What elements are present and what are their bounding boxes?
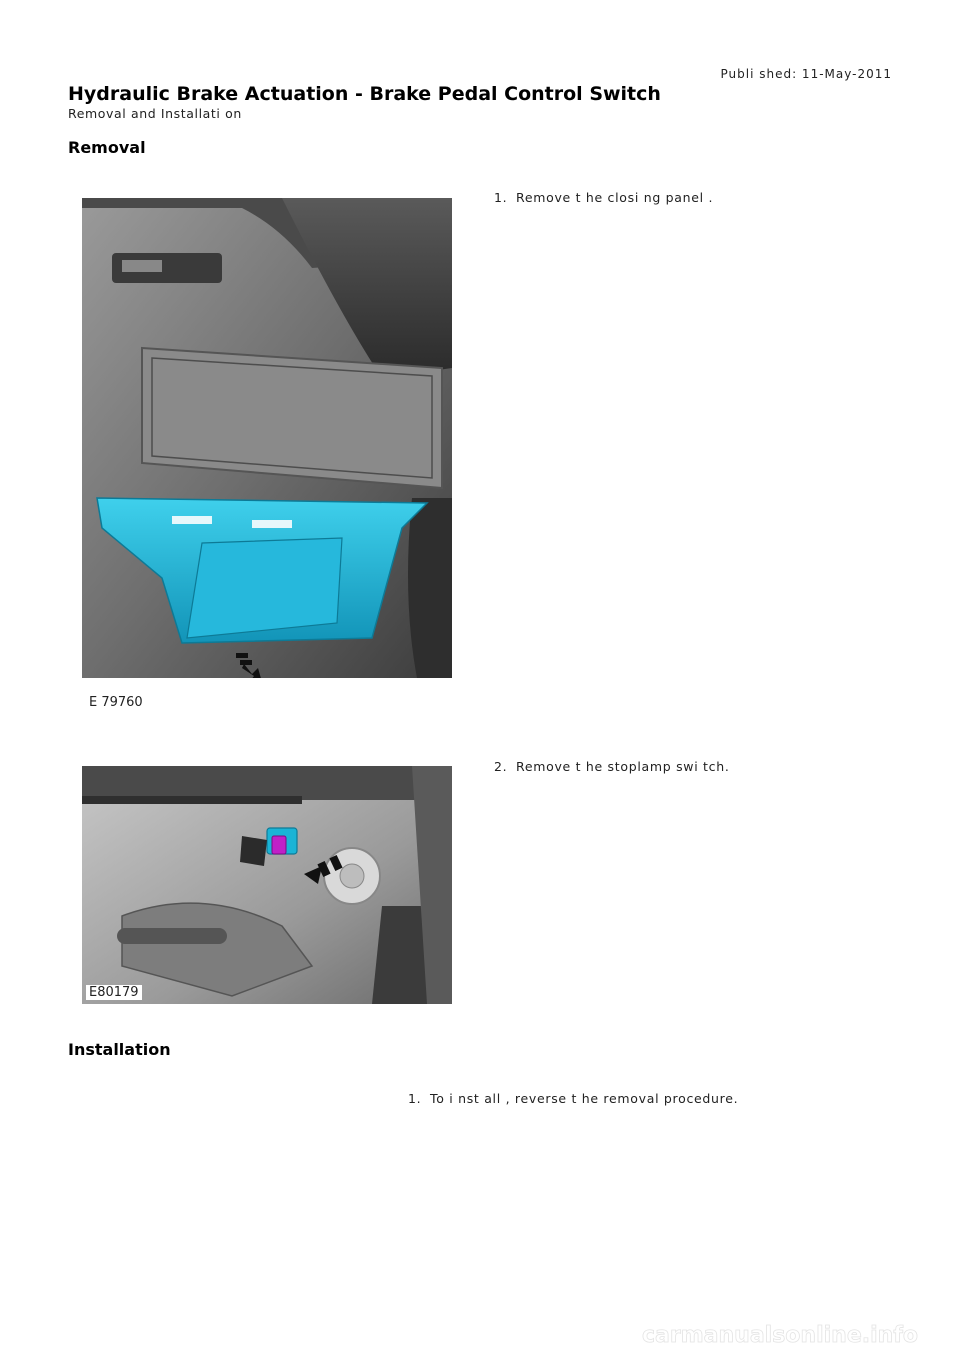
closing-panel-illustration <box>82 198 452 714</box>
step-number: 2. <box>494 759 508 774</box>
figure-label-1: E 79760 <box>86 695 146 710</box>
published-date: Publi shed: 11-May-2011 <box>720 67 892 81</box>
page-subtitle: Removal and Installati on <box>68 106 242 121</box>
step-number: 1. <box>408 1091 422 1106</box>
installation-heading: Installation <box>68 1040 171 1059</box>
removal-heading: Removal <box>68 138 146 157</box>
installation-step-1 <box>408 1091 738 1106</box>
figure-label-2: E80179 <box>86 985 142 1000</box>
step-number: 1. <box>494 190 508 205</box>
step-text: Remove t he stoplamp swi tch. <box>516 759 730 774</box>
stoplamp-switch-illustration <box>82 766 452 1004</box>
step-text: To i nst all , reverse t he removal procedure. <box>430 1091 739 1106</box>
watermark-logo <box>630 1320 930 1350</box>
removal-step-1 <box>494 190 713 205</box>
svg-text:carmanualsonline.info: carmanualsonline.info <box>642 1323 918 1348</box>
page-title: Hydraulic Brake Actuation - Brake Pedal Control Switch <box>68 83 661 105</box>
removal-step-2 <box>494 759 730 774</box>
step-text: Remove t he closi ng panel . <box>516 190 714 205</box>
